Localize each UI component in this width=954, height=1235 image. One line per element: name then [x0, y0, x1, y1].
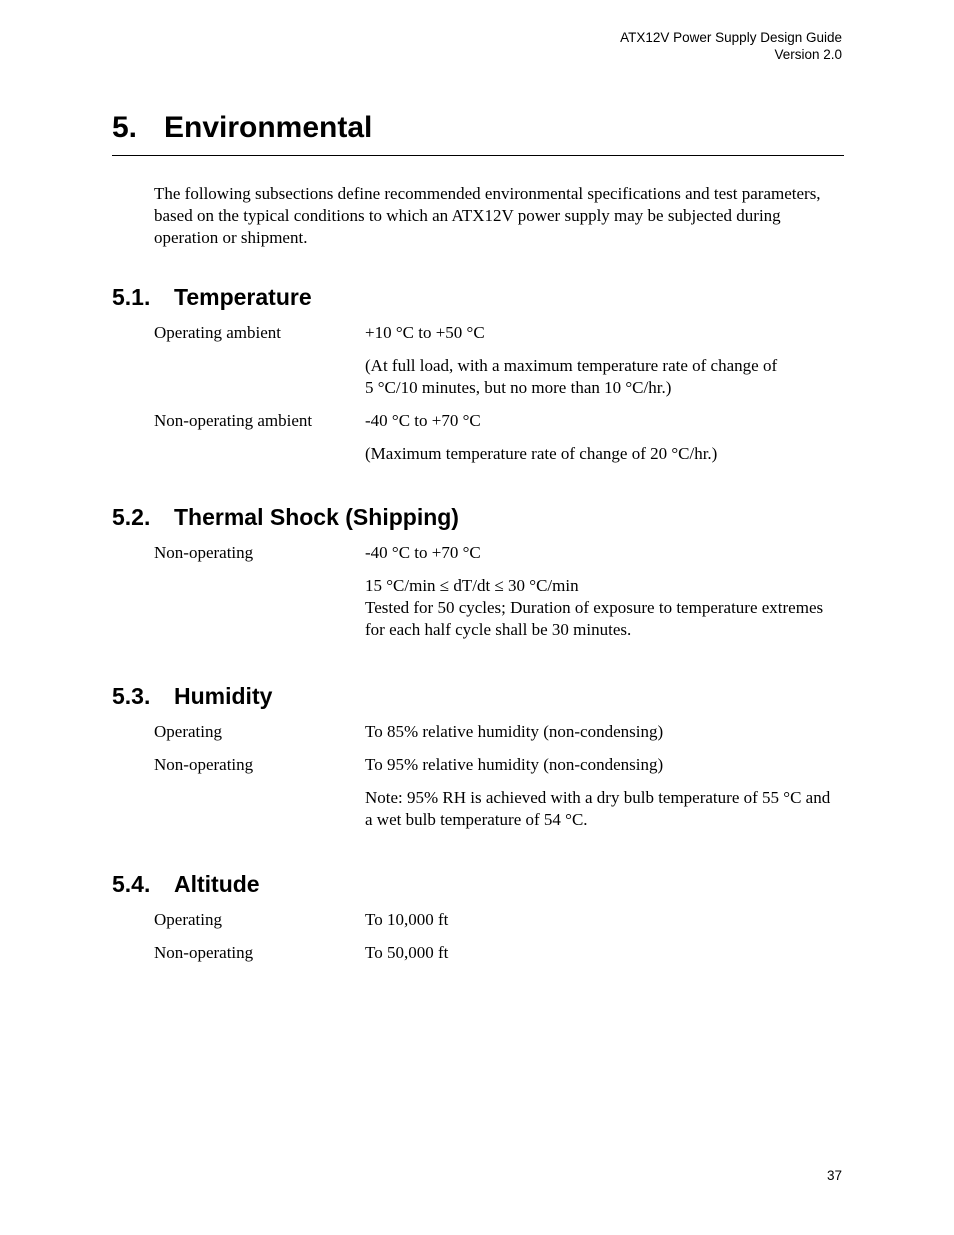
spec-value	[365, 322, 835, 399]
running-header	[620, 29, 842, 63]
page-number: 37	[826, 1168, 842, 1183]
spec-value	[365, 754, 835, 831]
spec-value-note: Note: 95% RH is achieved with a dry bulb temperature of 55 °C and a wet bulb temperature of 54 °C.	[365, 788, 831, 829]
spec-label: Non-operating	[154, 543, 254, 562]
header-title: ATX12V Power Supply Design Guide	[620, 30, 842, 45]
spec-value-line: To 95% relative humidity (non-condensing)	[365, 755, 664, 774]
header-version: Version 2.0	[774, 47, 842, 62]
section-number: 5.2.	[112, 504, 151, 530]
section-temperature	[112, 283, 852, 465]
spec-row	[112, 542, 852, 641]
spec-label: Non-operating	[154, 943, 254, 962]
spec-value	[365, 542, 835, 641]
section-title: Temperature	[174, 284, 312, 310]
section-number: 5.1.	[112, 284, 151, 310]
spec-value-line: -40 °C to +70 °C	[365, 543, 481, 562]
section-title: Humidity	[174, 683, 273, 709]
spec-value-line: -40 °C to +70 °C	[365, 411, 481, 430]
spec-value	[365, 909, 835, 931]
chapter-heading	[112, 108, 844, 156]
intro-paragraph: The following subsections define recommended environmental specifications and test parameters, based on the typical conditions to which an ATX12V power supply may be subjected during operation or shipment.	[154, 184, 821, 247]
spec-label: Operating	[154, 910, 222, 929]
section-title: Thermal Shock (Shipping)	[174, 504, 459, 530]
section-heading	[112, 283, 852, 311]
section-number: 5.4.	[112, 871, 151, 897]
chapter-number: 5.	[112, 111, 138, 144]
spec-row	[112, 754, 852, 831]
section-heading	[112, 503, 852, 531]
spec-row	[112, 909, 852, 931]
spec-value-line: To 10,000 ft	[365, 910, 449, 929]
spec-value-note: (Maximum temperature rate of change of 20 °C/hr.)	[365, 444, 718, 463]
spec-row	[112, 322, 852, 399]
spec-value-line: To 50,000 ft	[365, 943, 449, 962]
spec-value-line: +10 °C to +50 °C	[365, 323, 485, 342]
section-title: Altitude	[174, 871, 260, 897]
spec-label: Operating	[154, 722, 222, 741]
section-altitude	[112, 870, 852, 964]
section-thermal-shock	[112, 503, 852, 641]
spec-row	[112, 410, 852, 465]
spec-row	[112, 942, 852, 964]
chapter-title: Environmental	[164, 111, 373, 144]
section-humidity	[112, 682, 852, 831]
section-heading	[112, 870, 852, 898]
spec-value-note: 15 °C/min ≤ dT/dt ≤ 30 °C/min Tested for 50 cycles; Duration of exposure to temperature extremes for each half cycle shall be 30 minutes.	[365, 576, 824, 639]
spec-label: Non-operating	[154, 755, 254, 774]
section-number: 5.3.	[112, 683, 151, 709]
spec-value	[365, 721, 835, 743]
section-heading	[112, 682, 852, 710]
spec-label: Operating ambient	[154, 323, 281, 342]
spec-row	[112, 721, 852, 743]
spec-value	[365, 942, 835, 964]
spec-value	[365, 410, 835, 465]
spec-label: Non-operating ambient	[154, 411, 313, 430]
spec-value-line: To 85% relative humidity (non-condensing)	[365, 722, 664, 741]
spec-value-note: (At full load, with a maximum temperature rate of change of 5 °C/10 minutes, but no more than 10 °C/hr.)	[365, 356, 778, 397]
